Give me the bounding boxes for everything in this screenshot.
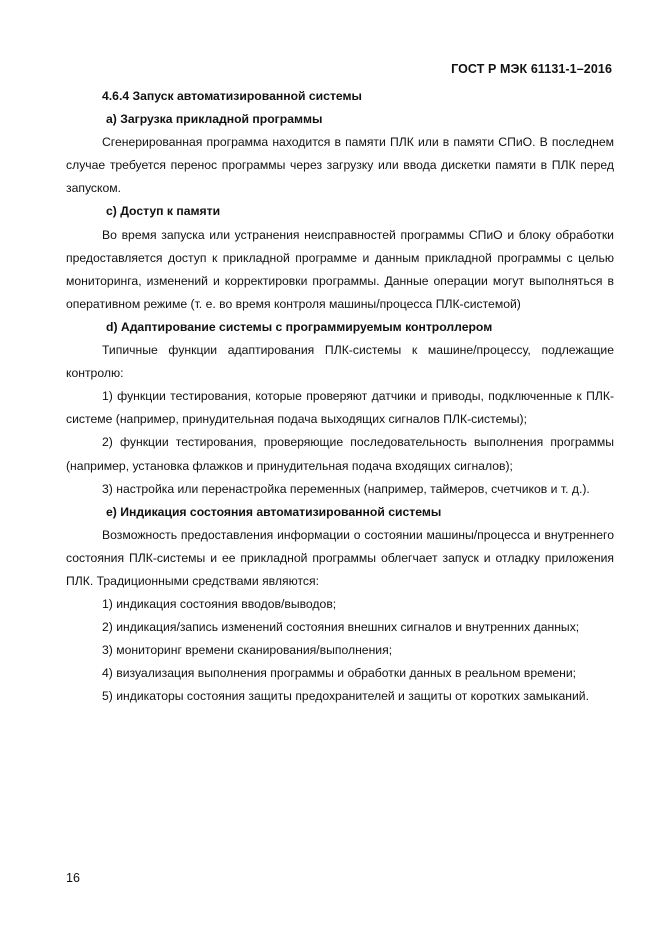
list-item: 3) мониторинг времени сканирования/выполнения;: [102, 643, 393, 658]
subsection-e-heading: е) Индикация состояния автоматизированной системы: [106, 504, 442, 519]
document-code: ГОСТ Р МЭК 61131-1–2016: [451, 62, 612, 76]
subsection-d-heading: d) Адаптирование системы с программируемым контроллером: [106, 319, 493, 334]
subsection-e-intro: Возможность предоставления информации о состоянии машины/процесса и внутреннего состояния ПЛК-системы и ее прикладной программы облегчает запуск и отладку приложения ПЛК. Традиционными средствами являются:: [66, 527, 614, 588]
subsection-c-heading: с) Доступ к памяти: [106, 204, 221, 219]
section-title: 4.6.4 Запуск автоматизированной системы: [102, 89, 362, 103]
subsection-a-heading: а) Загрузка прикладной программы: [106, 112, 323, 127]
subsection-c-text: Во время запуска или устранения неисправностей программы СПиО и блоку обработки предоставляется доступ к прикладной программе и данным прикладной программы с целью мониторинга, изменений и корректировки программы. Данные операции могут выполняться в оперативном режиме (т. е. во время контроля машины/процесса ПЛК-системой): [66, 227, 614, 311]
list-item: 4) визуализация выполнения программы и обработки данных в реальном времени;: [102, 666, 577, 681]
list-item: 1) индикация состояния вводов/выводов;: [102, 597, 337, 612]
list-item: 2) функции тестирования, проверяющие последовательность выполнения программы (например, установка флажков и принудительная подача входящих сигналов);: [66, 435, 614, 473]
subsection-a-text: Сгенерированная программа находится в памяти ПЛК или в памяти СПиО. В последнем случае требуется перенос программы через загрузку или ввода дискетки памяти в ПЛК перед запуском.: [66, 135, 614, 196]
page-content: [66, 85, 614, 709]
page-number: 16: [66, 871, 80, 885]
subsection-d-intro: Типичные функции адаптирования ПЛК-системы к машине/процессу, подлежащие контролю:: [66, 343, 614, 381]
list-item: 3) настройка или перенастройка переменных (например, таймеров, счетчиков и т. д.).: [102, 481, 590, 496]
list-item: 5) индикаторы состояния защиты предохранителей и защиты от коротких замыканий.: [102, 689, 589, 704]
list-item: 2) индикация/запись изменений состояния внешних сигналов и внутренних данных;: [102, 620, 580, 635]
list-item: 1) функции тестирования, которые проверяют датчики и приводы, подключенные к ПЛК-системе (например, принудительная подача выходящих сигналов ПЛК-системы);: [66, 389, 614, 427]
